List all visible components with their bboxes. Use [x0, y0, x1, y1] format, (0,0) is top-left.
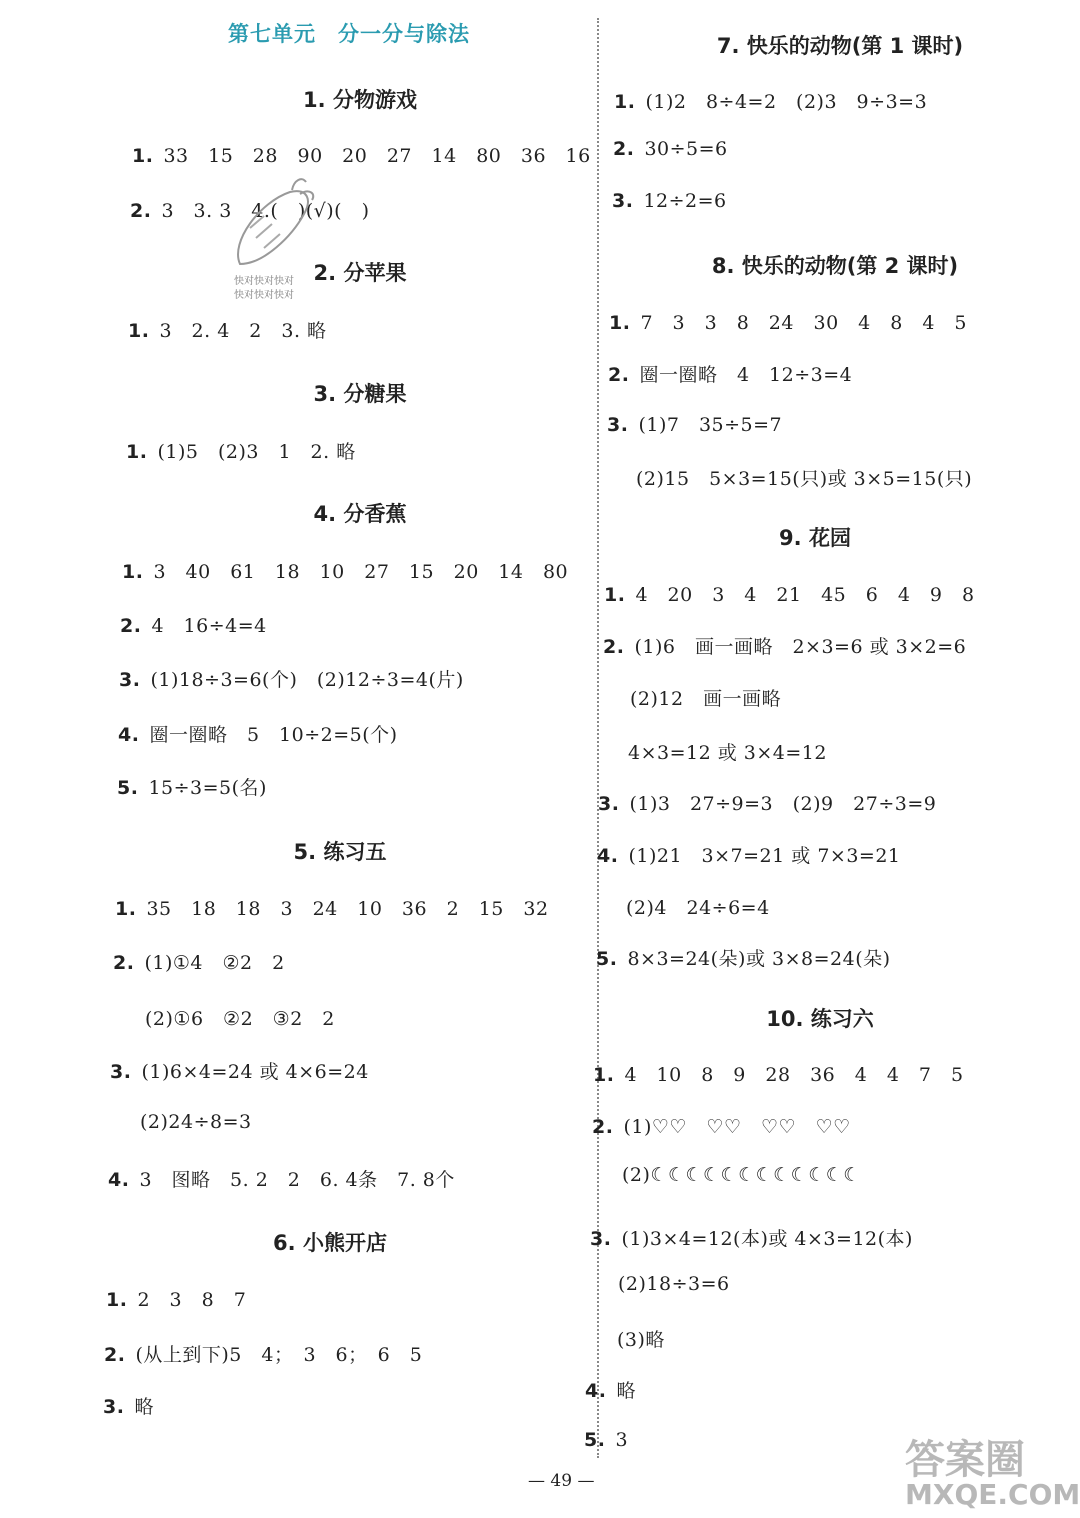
- carrot-stamp-icon: [220, 172, 320, 282]
- answer-line: 2. (1)6 画一画略 2×3=6 或 3×2=6: [603, 636, 967, 658]
- answer-line: (2)①6 ②2 ③2 2: [145, 1008, 335, 1030]
- answer-line: 1. (1)2 8÷4=2 (2)3 9÷3=3: [614, 91, 928, 113]
- answer-line: 2. (1)♡♡ ♡♡ ♡♡ ♡♡: [592, 1116, 851, 1138]
- answer-line: 2. 圈一圈略 4 12÷3=4: [608, 364, 853, 386]
- answer-line: 4×3=12 或 3×4=12: [628, 742, 827, 764]
- corner-watermark-url: MXQE.COM: [905, 1478, 1080, 1511]
- section-title: 8. 快乐的动物(第 2 课时): [711, 254, 959, 278]
- answer-line: 5. 3: [584, 1429, 629, 1451]
- section-title: 10. 练习六: [766, 1007, 874, 1031]
- answer-line: (2)18÷3=6: [618, 1273, 730, 1295]
- answer-line: 3. (1)3 27÷9=3 (2)9 27÷3=9: [598, 793, 937, 815]
- section-title: 1. 分物游戏: [303, 88, 417, 112]
- unit-title: 第七单元 分一分与除法: [228, 22, 470, 46]
- section-title: 7. 快乐的动物(第 1 课时): [716, 34, 964, 58]
- answer-line: (2)☾☾☾☾☾☾☾☾☾☾☾☾: [622, 1164, 861, 1186]
- answer-line: 3. (1)7 35÷5=7: [607, 414, 783, 436]
- answer-line: 2. 4 16÷4=4: [120, 615, 267, 637]
- section-title: 4. 分香蕉: [313, 502, 407, 526]
- answer-line: (2)4 24÷6=4: [626, 897, 770, 919]
- answer-line: (2)15 5×3=15(只)或 3×5=15(只): [636, 468, 973, 490]
- answer-line: 1. 4 10 8 9 28 36 4 4 7 5: [593, 1064, 964, 1086]
- answer-line: 1. 3 2. 4 2 3. 略: [128, 320, 327, 342]
- answer-line: 5. 8×3=24(朵)或 3×8=24(朵): [596, 948, 891, 970]
- answer-line: (2)24÷8=3: [140, 1111, 252, 1133]
- section-title: 3. 分糖果: [313, 382, 407, 406]
- section-title: 6. 小熊开店: [273, 1231, 387, 1255]
- answer-line: 4. 3 图略 5. 2 2 6. 4条 7. 8个: [108, 1169, 455, 1191]
- answer-line: 3. (1)6×4=24 或 4×6=24: [110, 1061, 369, 1083]
- answer-line: 1. 4 20 3 4 21 45 6 4 9 8: [604, 584, 975, 606]
- answer-line: (3)略: [617, 1329, 665, 1351]
- answer-line: 3. (1)3×4=12(本)或 4×3=12(本): [590, 1228, 913, 1250]
- answer-line: 3. 略: [103, 1396, 154, 1418]
- page-number: — 49 —: [528, 1471, 595, 1491]
- answer-line: 1. (1)5 (2)3 1 2. 略: [126, 441, 356, 463]
- answer-line: 1. 7 3 3 8 24 30 4 8 4 5: [609, 312, 968, 334]
- answer-line: 3. (1)18÷3=6(个) (2)12÷3=4(片): [119, 669, 464, 691]
- answer-line: 4. 略: [585, 1380, 636, 1402]
- answer-line: 4. 圈一圈略 5 10÷2=5(个): [118, 724, 398, 746]
- section-title: 5. 练习五: [293, 840, 387, 864]
- section-title: 2. 分苹果: [313, 261, 407, 285]
- answer-line: 2. 30÷5=6: [613, 138, 728, 160]
- answer-line: 2. (从上到下)5 4； 3 6； 6 5: [104, 1344, 423, 1366]
- answer-line: 3. 12÷2=6: [612, 190, 727, 212]
- answer-line: 2. 3 3. 3 4.( )(√)( ): [130, 200, 370, 222]
- answer-line: 4. (1)21 3×7=21 或 7×3=21: [597, 845, 901, 867]
- answer-line: 5. 15÷3=5(名): [117, 777, 267, 799]
- answer-line: (2)12 画一画略: [630, 688, 782, 710]
- corner-watermark: 答案圈: [905, 1437, 1025, 1483]
- stamp-caption: 快对快对快对 快对快对快对: [234, 276, 294, 301]
- answer-line: 2. (1)①4 ②2 2: [113, 952, 285, 974]
- answer-line: 1. 3 40 61 18 10 27 15 20 14 80: [122, 561, 569, 583]
- answer-line: 1. 35 18 18 3 24 10 36 2 15 32: [115, 898, 549, 920]
- answer-line: 1. 33 15 28 90 20 27 14 80 36 16: [132, 145, 591, 167]
- answer-line: 1. 2 3 8 7: [106, 1289, 247, 1311]
- section-title: 9. 花园: [779, 526, 851, 550]
